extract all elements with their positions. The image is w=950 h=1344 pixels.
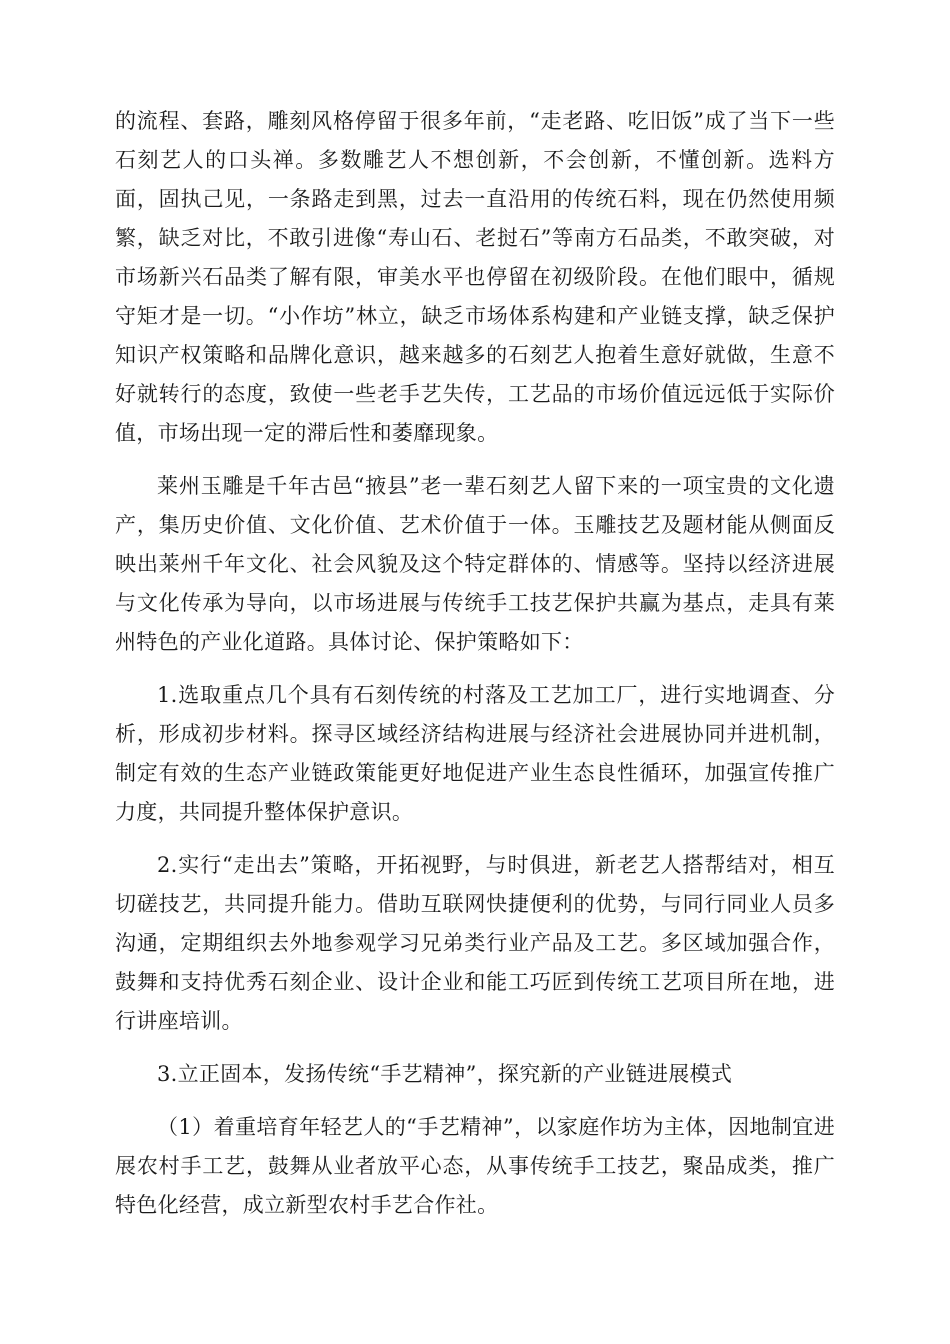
paragraph-5: 3.立正固本，发扬传统“手艺精神”，探究新的产业链进展模式 bbox=[157, 1062, 733, 1086]
paragraph-3: 1.选取重点几个具有石刻传统的村落及工艺加工厂，进行实地调查、分析，形成初步材料。探寻区域经济结构进展与经济社会进展协同并进机制，制定有效的生态产业链政策能更好地促进产业生态良性循环，加强宣传推广力度，共同提升整体保护意识。 bbox=[115, 683, 835, 824]
paragraph-4: 2.实行“走出去”策略，开拓视野，与时俱进，新老艺人搭帮结对，相互切磋技艺，共同提升能力。借助互联网快捷便利的优势，与同行同业人员多沟通，定期组织去外地参观学习兄弟类行业产品及工艺。多区域加强合作，鼓舞和支持优秀石刻企业、设计企业和能工巧匠到传统工艺项目所在地，进行讲座培训。 bbox=[115, 853, 835, 1033]
paragraph-6: （1）着重培育年轻艺人的“手艺精神”，以家庭作坊为主体，因地制宜进展农村手工艺，鼓舞从业者放平心态，从事传统手工技艺，聚品成类，推广特色化经营，成立新型农村手艺合作社。 bbox=[115, 1115, 835, 1217]
document-body bbox=[115, 102, 835, 1239]
paragraph-1: 的流程、套路，雕刻风格停留于很多年前，“走老路、吃旧饭”成了当下一些石刻艺人的口头禅。多数雕艺人不想创新，不会创新，不懂创新。选料方面，固执己见，一条路走到黑，过去一直沿用的传统石料，现在仍然使用频繁，缺乏对比，不敢引进像“寿山石、老挝石”等南方石品类，不敢突破，对市场新兴石品类了解有限，审美水平也停留在初级阶段。在他们眼中，循规守矩才是一切。“小作坊”林立，缺乏市场体系构建和产业链支撑，缺乏保护知识产权策略和品牌化意识，越来越多的石刻艺人抱着生意好就做，生意不好就转行的态度，致使一些老手艺失传，工艺品的市场价值远远低于实际价值，市场出现一定的滞后性和萎靡现象。 bbox=[115, 109, 835, 445]
paragraph-2: 莱州玉雕是千年古邑“掖县”老一辈石刻艺人留下来的一项宝贵的文化遗产，集历史价值、文化价值、艺术价值于一体。玉雕技艺及题材能从侧面反映出莱州千年文化、社会风貌及这个特定群体的、情感等。坚持以经济进展与文化传承为导向，以市场进展与传统手工技艺保护共赢为基点，走具有莱州特色的产业化道路。具体讨论、保护策略如下： bbox=[115, 474, 835, 654]
